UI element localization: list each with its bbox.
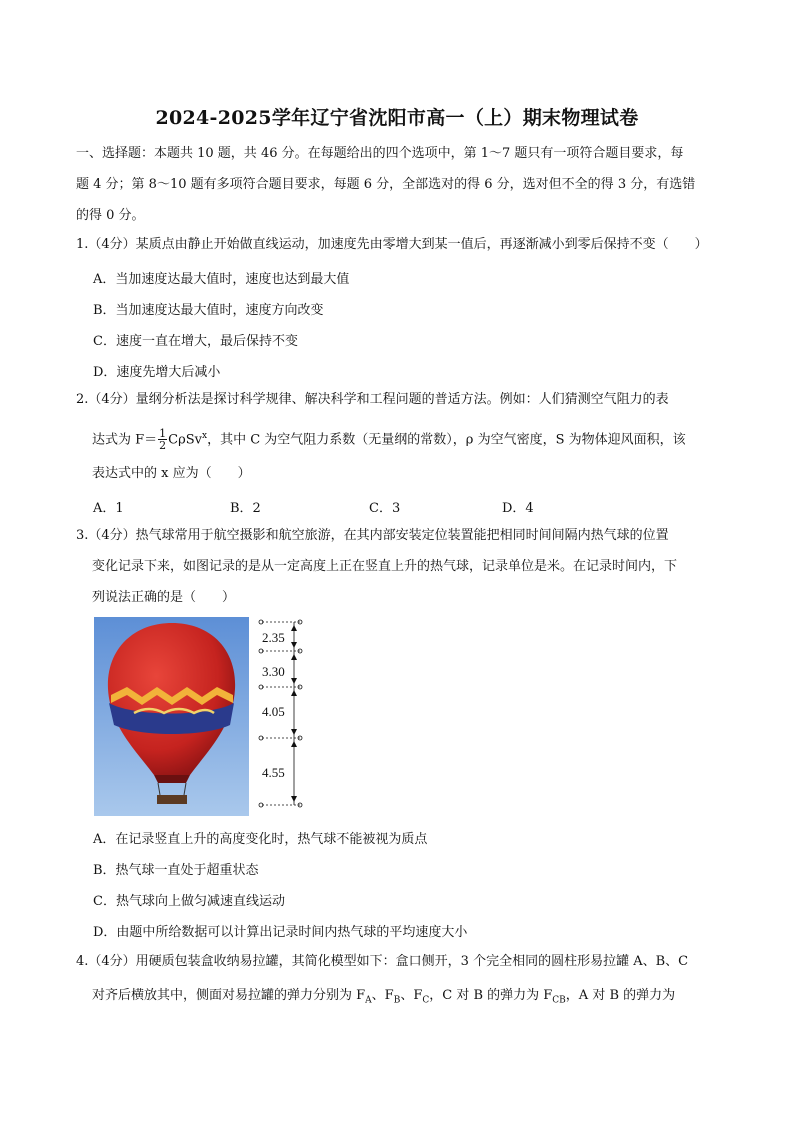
q2-fraction-denominator: 2 <box>159 439 167 453</box>
instructions-line-2: 题 4 分；第 8～10 题有多项符合题目要求，每题 6 分，全部选对的得 6 分，选对但不全的得 3 分，有选错 <box>76 177 696 192</box>
question-4-line-2 <box>92 980 742 1017</box>
question-2-line-2 <box>92 421 742 455</box>
question-3-line-1: 3.（4分）热气球常用于航空摄影和航空旅游，在其内部安装定位装置能把相同时间间隔内热气球的位置 <box>76 528 669 543</box>
q3-option-d[interactable]: D．由题中所给数据可以计算出记录时间内热气球的平均速度大小 <box>93 925 468 940</box>
q2-fraction <box>158 428 167 451</box>
q2-option-c[interactable]: C．3 <box>369 501 401 516</box>
q4-sub-a: A <box>365 995 372 1006</box>
q3-option-a[interactable]: A．在记录竖直上升的高度变化时，热气球不能被视为质点 <box>93 832 428 847</box>
instructions-line-3: 的得 0 分。 <box>76 208 145 223</box>
q2-formula-prefix: 达式为 F＝ <box>92 432 158 448</box>
ruler-label-4: 4.55 <box>262 765 285 780</box>
ruler-label-2: 3.30 <box>262 664 285 679</box>
q4-sep-2: 、F <box>400 988 423 1003</box>
q1-option-d[interactable]: D．速度先增大后减小 <box>93 365 221 380</box>
hot-air-balloon-photo <box>94 617 249 816</box>
q2-option-b[interactable]: B．2 <box>230 501 261 516</box>
q2-fraction-numerator: 1 <box>159 427 167 441</box>
q2-formula-rest: ，其中 C 为空气阻力系数（无量纲的常数），ρ 为空气密度，S 为物体迎风面积，该 <box>207 432 686 448</box>
question-3-line-2: 变化记录下来，如图记录的是从一定高度上正在竖直上升的热气球，记录单位是米。在记录时间内，下 <box>92 559 678 574</box>
q1-option-b[interactable]: B．当加速度达最大值时，速度方向改变 <box>93 303 324 318</box>
q4-sep-1: 、F <box>371 988 394 1003</box>
ruler-label-3: 4.05 <box>262 704 285 719</box>
q3-option-b[interactable]: B．热气球一直处于超重状态 <box>93 863 259 878</box>
question-2-line-1: 2.（4分）量纲分析法是探讨科学规律、解决科学和工程问题的普适方法。例如：人们猜测空气阻力的表 <box>76 392 669 407</box>
question-2-line-3: 表达式中的 x 应为（ ） <box>92 466 251 481</box>
ruler-label-1: 2.35 <box>262 630 285 645</box>
q3-option-c[interactable]: C．热气球向上做匀减速直线运动 <box>93 894 285 909</box>
position-record-ruler <box>254 617 314 816</box>
question-3-line-3: 列说法正确的是（ ） <box>92 590 236 605</box>
q2-formula-body: CρSv <box>168 432 202 448</box>
q4-sub-b: B <box>393 995 401 1006</box>
q4-text-mid: ，C 对 B 的弹力为 F <box>429 988 553 1003</box>
q4-text-post: ，A 对 B 的弹力为 <box>565 988 676 1003</box>
q4-sub-cb: CB <box>552 995 566 1006</box>
q4-sub-c: C <box>422 995 430 1006</box>
q2-option-d[interactable]: D．4 <box>502 501 534 516</box>
q1-option-a[interactable]: A．当加速度达最大值时，速度也达到最大值 <box>93 272 350 287</box>
section-instructions <box>76 138 726 231</box>
q2-formula-exponent: x <box>202 431 208 441</box>
q1-option-c[interactable]: C．速度一直在增大，最后保持不变 <box>93 334 298 349</box>
q2-option-a[interactable]: A．1 <box>93 501 124 516</box>
instructions-line-1: 一、选择题：本题共 10 题，共 46 分。在每题给出的四个选项中，第 1～7 题只有一项符合题目要求，每 <box>76 146 684 161</box>
question-1-stem: 1.（4分）某质点由静止开始做直线运动，加速度先由零增大到某一值后，再逐渐减小到零后保持不变（ ） <box>76 237 708 252</box>
page-title: 2024-2025学年辽宁省沈阳市高一（上）期末物理试卷 <box>155 107 639 129</box>
question-4-line-1: 4.（4分）用硬质包装盒收纳易拉罐，其简化模型如下：盒口侧开，3 个完全相同的圆柱形易拉罐 A、B、C <box>76 954 689 969</box>
q4-text-prefix: 对齐后横放其中，侧面对易拉罐的弹力分别为 F <box>92 988 366 1003</box>
